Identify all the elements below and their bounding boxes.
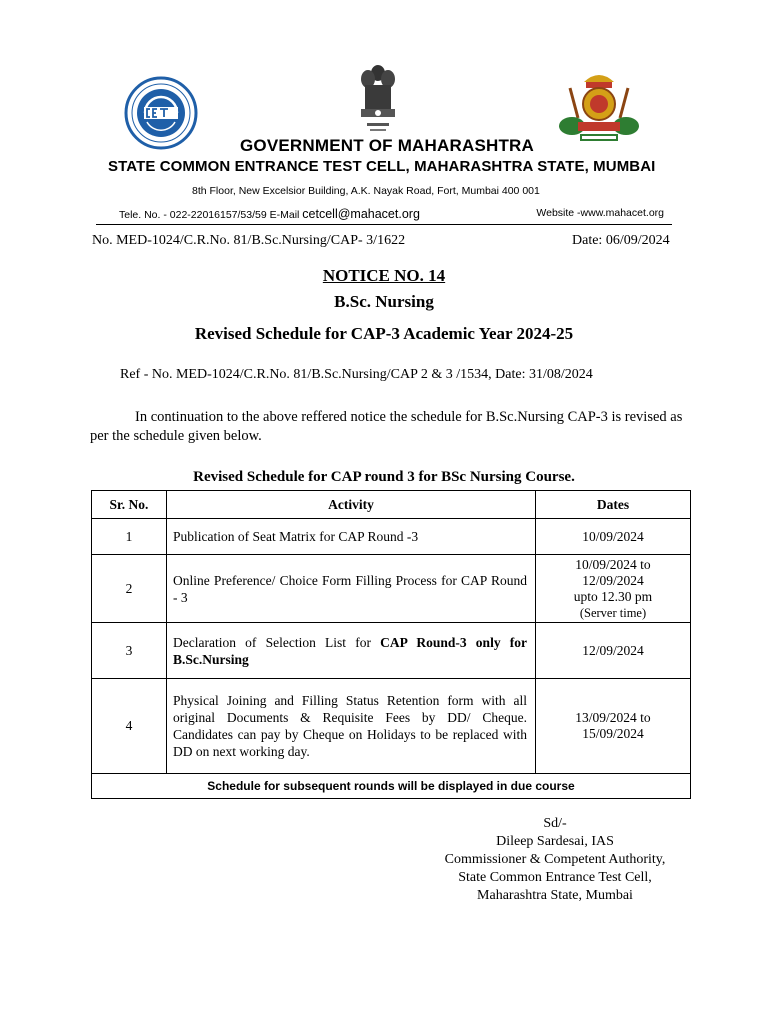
- government-heading: GOVERNMENT OF MAHARASHTRA: [240, 136, 534, 155]
- activity-text: Declaration of Selection List for: [173, 634, 381, 650]
- dates-cell: 12/09/2024: [536, 623, 691, 679]
- time-note: (Server time): [579, 605, 647, 620]
- serial-number: 4: [92, 679, 167, 774]
- notice-title: NOTICE NO. 14: [322, 266, 446, 285]
- serial-number: 1: [92, 519, 167, 555]
- schedule-table: [91, 490, 691, 799]
- table-header-row: [92, 491, 691, 519]
- table-row: [92, 519, 691, 555]
- office-address: 8th Floor, New Excelsior Building, A.K. Nayak Road, Fort, Mumbai 400 001: [192, 185, 540, 197]
- header-divider: [96, 224, 672, 225]
- table-row: [92, 679, 691, 774]
- table-row: [92, 555, 691, 623]
- table-row: [92, 623, 691, 679]
- telephone-label: Tele. No. - 022-22016157/53/59 E-Mail: [119, 209, 300, 221]
- signatory-name: Dileep Sardesai, IAS: [496, 834, 614, 849]
- signatory-office: State Common Entrance Test Cell,: [458, 870, 652, 885]
- signature-block: [420, 815, 690, 905]
- cell-name-heading: STATE COMMON ENTRANCE TEST CELL, MAHARASHTRA STATE, MUMBAI: [108, 158, 656, 175]
- signatory-designation: Commissioner & Competent Authority,: [444, 852, 666, 867]
- notice-date: Date: 06/09/2024: [572, 233, 670, 248]
- column-header: Sr. No.: [92, 491, 167, 519]
- signatory-location: Maharashtra State, Mumbai: [477, 888, 633, 903]
- dates-cell: [536, 555, 691, 623]
- reference-number: No. MED-1024/C.R.No. 81/B.Sc.Nursing/CAP- 3/1622: [92, 233, 406, 248]
- contact-line: [119, 207, 664, 221]
- activity-cell: Publication of Seat Matrix for CAP Round -3: [167, 519, 536, 555]
- schedule-title: Revised Schedule for CAP round 3 for BSc Nursing Course.: [193, 469, 575, 485]
- deadline-time: upto 12.30 pm: [573, 588, 653, 604]
- date-from: 10/09/2024 to: [575, 556, 651, 572]
- notice-subject: Revised Schedule for CAP-3 Academic Year 2024-25: [194, 324, 574, 343]
- schedule-footer-note: Schedule for subsequent rounds will be displayed in due course: [92, 774, 691, 799]
- signature-mark: Sd/-: [543, 816, 567, 831]
- date-to: 15/09/2024: [582, 726, 644, 741]
- notice-body: In continuation to the above reffered notice the schedule for B.Sc.Nursing CAP-3 is revised as per the schedule given below.: [90, 409, 683, 444]
- column-header: Dates: [536, 491, 691, 519]
- serial-number: 2: [92, 555, 167, 623]
- maharashtra-state-seal: [556, 68, 642, 146]
- serial-number: 3: [92, 623, 167, 679]
- table-footer-row: [92, 774, 691, 799]
- website-address: Website -www.mahacet.org: [536, 207, 664, 219]
- activity-cell: Online Preference/ Choice Form Filling Process for CAP Round - 3: [167, 555, 536, 623]
- activity-cell: [167, 623, 536, 679]
- dates-cell: 10/09/2024: [536, 519, 691, 555]
- column-header: Activity: [167, 491, 536, 519]
- cet-cell-logo: [124, 76, 198, 150]
- activity-emphasis: CAP Round-3 only for B.Sc.Nursing: [173, 634, 527, 667]
- activity-cell: Physical Joining and Filling Status Retention form with all original Documents & Requisite Fees by DD/ Cheque. Candidates can pay by Cheque on Holidays to be replaced with DD on next working day.: [167, 679, 536, 774]
- email-address: cetcell@mahacet.org: [302, 207, 420, 221]
- previous-notice-reference: Ref - No. MED-1024/C.R.No. 81/B.Sc.Nursing/CAP 2 & 3 /1534, Date: 31/08/2024: [120, 367, 593, 382]
- date-from: 13/09/2024 to: [575, 710, 651, 725]
- dates-cell: [536, 679, 691, 774]
- course-name: B.Sc. Nursing: [334, 292, 434, 311]
- date-to: 12/09/2024: [582, 572, 644, 588]
- national-emblem-icon: [355, 63, 401, 135]
